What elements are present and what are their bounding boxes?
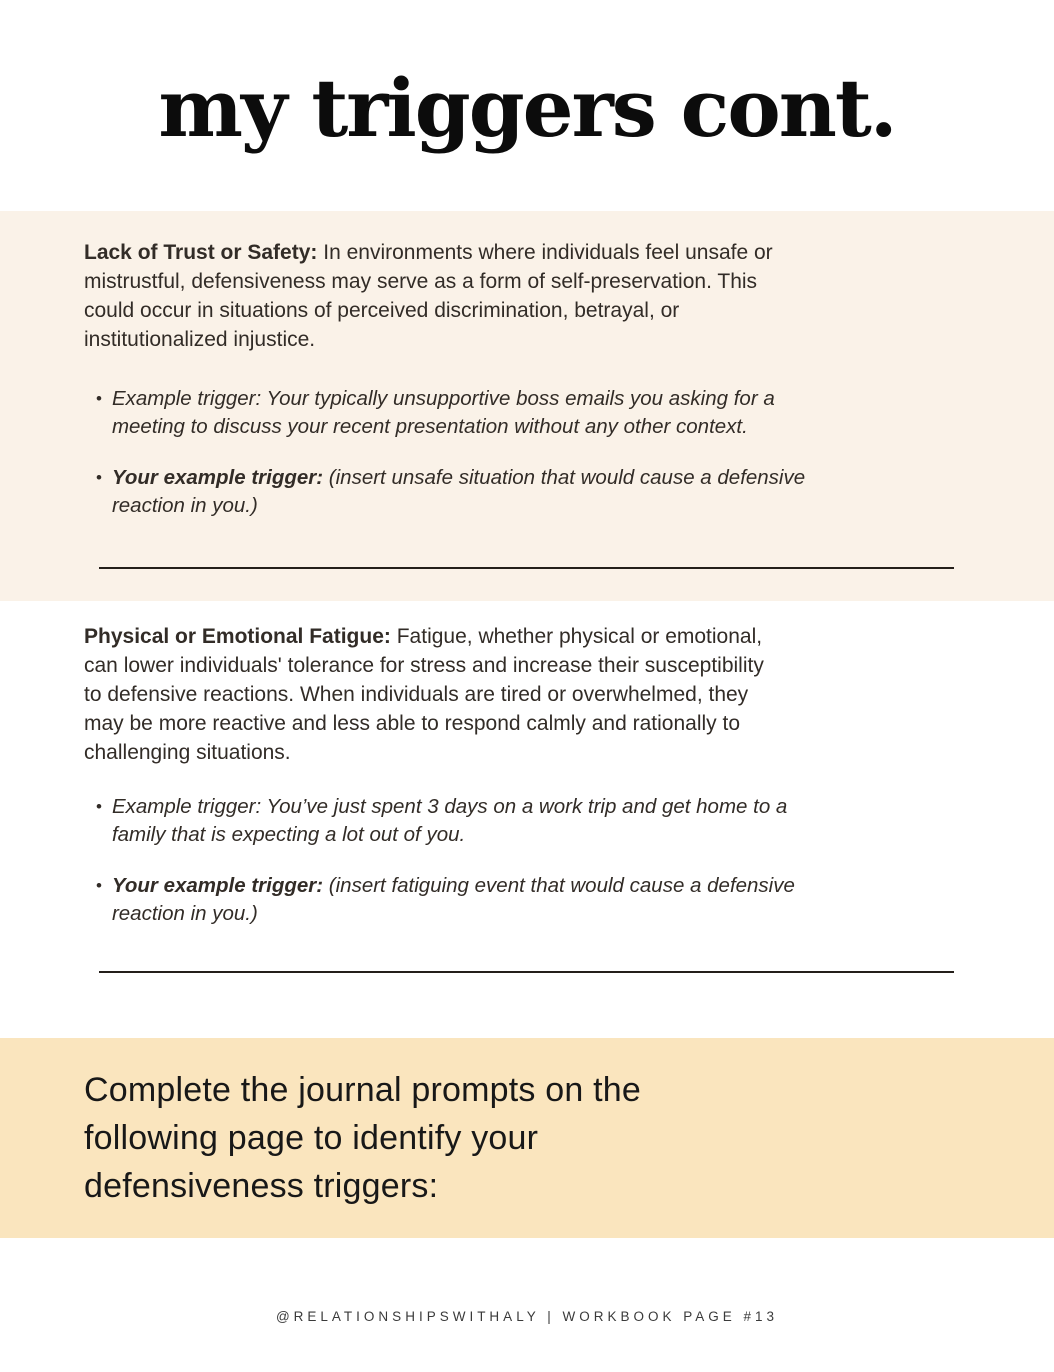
text-line: Example trigger: You’ve just spent 3 days on a work trip and get home to a: [111, 795, 788, 818]
text-line: [112, 464, 805, 492]
section-lack-of-trust: [0, 211, 1054, 601]
text-line: reaction in you.): [111, 901, 258, 925]
bullet-icon: •: [96, 876, 102, 895]
text-line: Complete the journal prompts on the: [84, 1071, 641, 1109]
page-footer: @RELATIONSHIPSWITHALY | WORKBOOK PAGE #13: [275, 1309, 779, 1324]
fatigue-body-line-1: Fatigue, whether physical or emotional,: [396, 625, 763, 648]
trust-paragraph: [84, 238, 970, 354]
text-line: meeting to discuss your recent presentation without any other context.: [111, 414, 748, 438]
bullet-icon: •: [96, 797, 102, 816]
text-line: [84, 238, 970, 267]
answer-line: [99, 971, 954, 973]
trust-body-line-1: In environments where individuals feel unsafe or: [323, 241, 773, 264]
fatigue-body-line-5: challenging situations.: [84, 741, 291, 764]
trust-heading: Lack of Trust or Safety:: [84, 241, 318, 264]
text-line: Example trigger: Your typically unsupportive boss emails you asking for a: [111, 387, 775, 410]
fatigue-bullet-list: [84, 793, 970, 927]
list-item: [96, 385, 970, 440]
trust-your-trigger-hint: (insert unsafe situation that would cause a defensive: [328, 466, 806, 489]
callout-text: [84, 1066, 970, 1210]
list-item: [96, 464, 970, 519]
trust-your-trigger-label: Your example trigger:: [111, 466, 324, 489]
fatigue-paragraph: [84, 622, 970, 767]
trust-body-line-3: could occur in situations of perceived discrimination, betrayal, or: [84, 299, 680, 322]
trust-bullet-list: [84, 385, 970, 519]
trust-your-trigger: [112, 464, 805, 519]
page-title: my triggers cont.: [158, 61, 896, 155]
text-line: [84, 622, 970, 651]
trust-body-line-4: institutionalized injustice.: [84, 328, 316, 351]
bullet-icon: •: [96, 389, 102, 408]
trust-body-line-2: mistrustful, defensiveness may serve as a form of self-preservation. This: [84, 270, 758, 293]
text-line: family that is expecting a lot out of you.: [111, 822, 466, 846]
text-line: following page to identify your: [84, 1119, 539, 1157]
section-physical-emotional-fatigue: [0, 601, 1054, 1038]
list-item: [96, 872, 970, 927]
text-line: [112, 872, 795, 900]
fatigue-body-line-2: can lower individuals' tolerance for stress and increase their susceptibility: [84, 654, 764, 677]
fatigue-your-trigger-label: Your example trigger:: [111, 874, 324, 897]
fatigue-your-trigger-hint: (insert fatiguing event that would cause a defensive: [328, 874, 795, 897]
list-item: [96, 793, 970, 848]
fatigue-example-trigger: [112, 793, 787, 848]
answer-line: [99, 567, 954, 569]
text-line: reaction in you.): [111, 493, 258, 517]
bullet-icon: •: [96, 468, 102, 487]
fatigue-your-trigger: [112, 872, 795, 927]
callout-journal-prompts: [0, 1038, 1054, 1238]
fatigue-body-line-3: to defensive reactions. When individuals are tired or overwhelmed, they: [84, 683, 749, 706]
fatigue-heading: Physical or Emotional Fatigue:: [84, 625, 391, 648]
text-line: defensiveness triggers:: [84, 1167, 439, 1205]
trust-example-trigger: [112, 385, 775, 440]
fatigue-body-line-4: may be more reactive and less able to respond calmly and rationally to: [84, 712, 741, 735]
